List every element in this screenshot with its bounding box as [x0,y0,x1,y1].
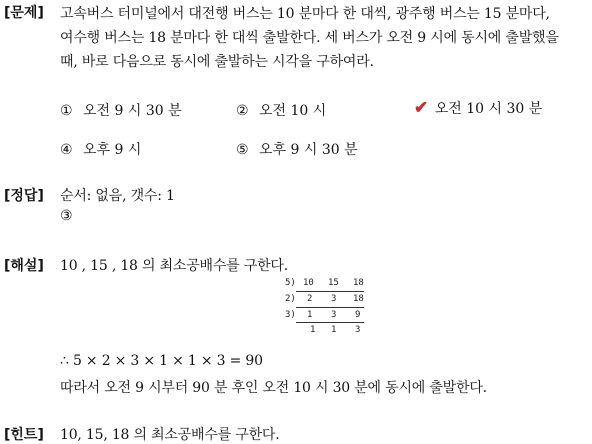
explanation-conclusion: 따라서 오전 9 시부터 90 분 후인 오전 10 시 30 분에 동시에 출발한다. [60,380,487,396]
option-number: ④ [60,142,73,158]
problem-text-line-1: 고속버스 터미널에서 대전행 버스는 10 분마다 한 대씩, 광주행 버스는 15 분마다, [60,6,550,22]
option-number: ⑤ [236,142,249,158]
ladder-cell: 1 [331,325,337,335]
hint-text: 10, 15, 18 의 최소공배수를 구한다. [60,427,280,443]
option-text: 오후 9 시 [83,142,142,158]
ladder-cell: 2 [307,294,313,304]
ladder-divisor: 3) [285,310,296,320]
problem-text-line-3: 때, 바로 다음으로 동시에 출발하는 시각을 구하여라. [60,54,374,70]
ladder-cell: 15 [328,278,339,288]
problem-label: [문제] [4,5,44,21]
option-4[interactable] [60,139,141,159]
answer-meta: 순서: 없음, 갯수: 1 [60,188,175,204]
explanation-intro: 10 , 15 , 18 의 최소공배수를 구한다. [60,258,288,274]
check-mark-icon: ✔ [414,98,429,118]
option-text: 오전 9 시 30 분 [83,103,182,119]
option-number: ② [236,103,249,119]
option-number: ① [60,103,73,119]
option-5[interactable] [236,139,358,159]
ladder-cell: 9 [355,310,361,320]
hint-label: [힌트] [4,427,44,443]
problem-text-line-2: 여수행 버스는 18 분마다 한 대씩 출발한다. 세 버스가 오전 9 시에 동시에 출발했을 [60,30,559,46]
option-3[interactable] [414,98,542,118]
option-1[interactable] [60,100,182,120]
ladder-cell: 3 [331,310,337,320]
option-text: 오전 10 시 30 분 [434,101,543,117]
answer-label: [정답] [4,188,44,204]
ladder-rule [296,291,364,292]
ladder-divisor: 5) [285,278,296,288]
answer-value: ③ [60,208,73,224]
ladder-rule [296,307,364,308]
ladder-cell: 18 [353,294,364,304]
ladder-cell: 1 [307,310,313,320]
ladder-cell: 18 [353,278,364,288]
ladder-cell: 3 [331,294,337,304]
ladder-cell: 3 [355,325,361,335]
ladder-divisor: 2) [285,294,296,304]
ladder-cell: 10 [303,278,314,288]
option-text: 오전 10 시 [259,103,327,119]
option-text: 오후 9 시 30 분 [259,142,358,158]
option-2[interactable] [236,100,326,120]
explanation-formula: ∴ 5 × 2 × 3 × 1 × 1 × 3 = 90 [60,353,263,369]
ladder-cell: 1 [310,325,316,335]
explanation-label: [해설] [4,258,44,274]
ladder-rule [296,322,364,323]
